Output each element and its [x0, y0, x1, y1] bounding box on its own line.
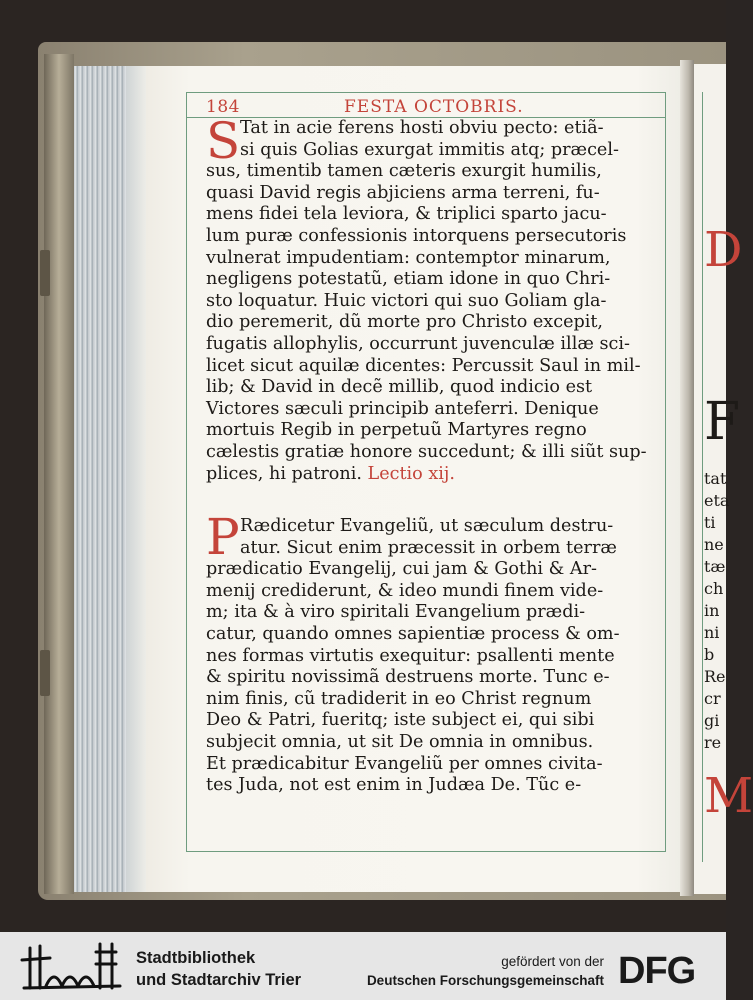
text-line: fugatis allophylis, occurrunt juvenculæ illæ sci-: [206, 333, 630, 354]
text-line: lum puræ confessionis intorquens persecutoris: [206, 225, 627, 246]
text-line: quasi David regis abjiciens arma terreni, fu-: [206, 182, 600, 203]
text-line: sto loquatur. Huic victori qui suo Goliam gla-: [206, 290, 607, 311]
next-page-initial-d: D: [704, 222, 743, 278]
text-line-last: [206, 464, 664, 486]
next-page-initial-f: F: [704, 392, 741, 452]
text-line: m; ita & à viro spiritali Evangelium prædi-: [206, 602, 586, 623]
svg-text:DFG: DFG: [618, 950, 696, 992]
funder-line-2: Deutschen Forschungsgemeinschaft: [366, 973, 604, 988]
text-fragment: plices, hi patroni.: [206, 463, 362, 484]
drop-cap-s: S: [206, 112, 241, 170]
text-line: cælestis gratiæ honore succedunt; & illi siũt sup-: [206, 441, 647, 462]
text-line: tes Juda, not est enim in Judæa De. Tũc e-: [206, 775, 582, 796]
text-line: atur. Sicut enim præcessit in orbem terræ: [240, 537, 617, 558]
text-line: subjecit omnia, ut sit De omnia in omnibus.: [206, 731, 594, 752]
clasp-top: [40, 250, 50, 296]
text-line: nes formas virtutis exequitur: psallenti mente: [206, 645, 615, 666]
text-line: Deo & Patri, fueritq; iste subject ei, qui sibi: [206, 710, 595, 731]
text-line: mens fidei tela leviora, & triplici sparto jacu-: [206, 204, 607, 225]
paragraph-2: [206, 516, 664, 797]
text-line: Victores sæculi principib anteferri. Denique: [206, 398, 599, 419]
library-name: [136, 947, 301, 991]
page-fore-edge: [74, 66, 148, 892]
funder-credit: [367, 952, 604, 990]
dfg-logo-icon: [618, 949, 718, 992]
text-line: sus, timentib tamen cæteris exurgit humilis,: [206, 161, 602, 182]
text-line: negligens potestatũ, etiam idone in quo Chri-: [206, 269, 611, 290]
paragraph-1: [206, 112, 664, 485]
book-gutter: [680, 60, 694, 896]
library-logo-icon: [16, 938, 128, 996]
clasp-bottom: [40, 650, 50, 696]
funder-line-1: gefördert von der: [501, 954, 604, 969]
page-header: [206, 94, 656, 118]
text-line: licet sicut aquilæ dicentes: Percussit Saul in mil-: [206, 355, 641, 376]
text-line: dio peremerit, dũ morte pro Christo excepit,: [206, 312, 604, 333]
text-line: menij crediderunt, & ideo mundi finem vide-: [206, 580, 604, 601]
text-line: si quis Golias exurgat immitis atq; præcel-: [240, 139, 619, 160]
library-name-line-2: und Stadtarchiv Trier: [136, 971, 302, 989]
page-number: 184: [206, 97, 240, 117]
text-line: Tat in acie ferens hosti obviu pecto: etiã-: [240, 118, 604, 138]
text-line: Et prædicabitur Evangeliũ per omnes civita-: [206, 753, 603, 774]
text-line: lib; & David in decẽ millib, quod indicio est: [206, 377, 593, 398]
drop-cap-p: P: [206, 508, 240, 566]
text-line: & spiritu novissimã destruens morte. Tunc e-: [206, 667, 610, 688]
next-page-text-3: tat eta ti ne tæ ch in ni b Re cr gi re: [704, 469, 730, 752]
text-line: Rædicetur Evangeliũ, ut sæculum destru-: [240, 516, 614, 536]
text-line: vulnerat impudentiam: contemptor minarum,: [206, 247, 611, 268]
running-title: FESTA OCTOBRIS.: [344, 97, 524, 117]
text-line: catur, quando omnes sapientiæ process & om-: [206, 623, 620, 644]
text-line: prædicatio Evangelij, cui jam & Gothi & Ar-: [206, 559, 597, 580]
cover-edge: [44, 54, 74, 894]
next-page-initial-m: M: [704, 768, 753, 824]
text-line: mortuis Regib in perpetuũ Martyres regno: [206, 420, 587, 441]
text-line: nim finis, cũ tradiderit in eo Christ regnum: [206, 688, 592, 709]
library-name-line-1: Stadtbibliothek: [136, 949, 256, 967]
lectio-heading: Lectio xij.: [367, 463, 455, 484]
